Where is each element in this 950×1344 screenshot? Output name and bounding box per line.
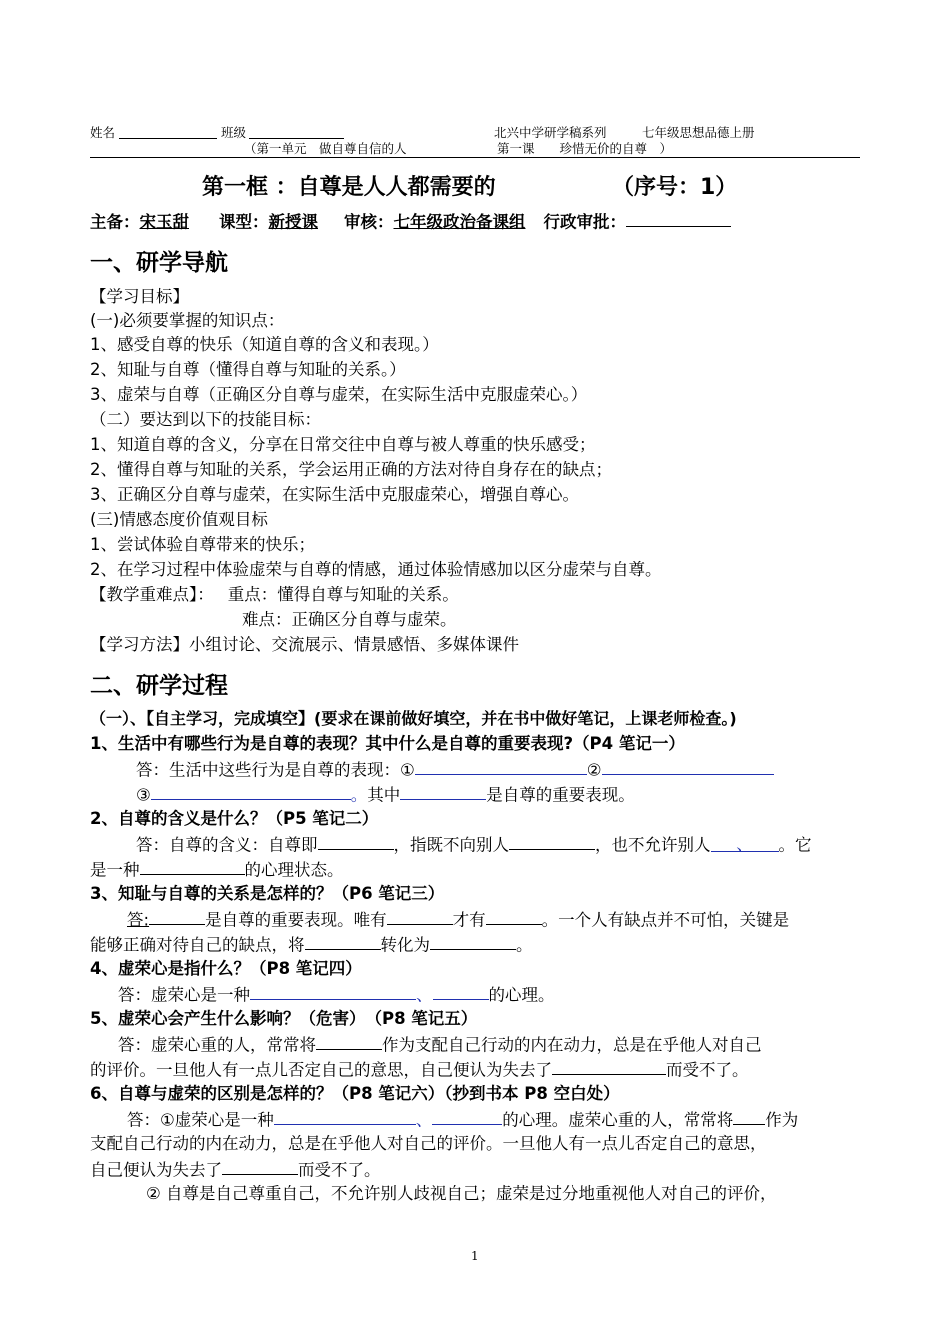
answer-5-mid: 作为支配自己行动的内在动力，总是在乎他人对自己 <box>382 1035 762 1055</box>
answer-2-tail: 。它 <box>778 835 812 855</box>
lead-label: 主备： <box>90 212 140 232</box>
skill-2: 2、懂得自尊与知耻的关系，学会运用正确的方法对待自身存在的缺点； <box>90 460 612 479</box>
answer-4 <box>118 982 555 1007</box>
blank-1-4[interactable] <box>400 782 486 800</box>
section2-heading: 二、研学过程 <box>90 673 228 699</box>
answer-4-prefix: 答：虚荣心是一种 <box>118 985 250 1005</box>
section1-heading: 一、研学导航 <box>90 250 228 276</box>
answer-3-l2-mid: 转化为 <box>380 935 430 955</box>
blank-2-4[interactable] <box>140 857 245 875</box>
answer-6-line4: ② 自尊是自己尊重自己，不允许别人歧视自己；虚荣是过分地重视他人对自己的评价， <box>146 1184 777 1203</box>
skill-3: 3、正确区分自尊与虚荣，在实际生活中克服虚荣心，增强自尊心。 <box>90 485 579 504</box>
answer-2-mid1: ，指既不向别人 <box>393 835 509 855</box>
header-rule <box>90 157 860 158</box>
answer-6-sep: 、 <box>415 1110 433 1130</box>
answer-2-mid2: ，也不允许别人 <box>595 835 711 855</box>
question-1: 1、生活中有哪些行为是自尊的表现？其中什么是自尊的重要表现?（P4 笔记一） <box>90 734 685 753</box>
blank-3-3[interactable] <box>486 907 542 925</box>
self-study-intro: （一）、【自主学习，完成填空】(要求在课前做好填空，并在书中做好笔记，上课老师检查。) <box>90 709 737 728</box>
answer-6-mid: 的心理。虚荣心重的人，常常将 <box>502 1110 734 1130</box>
blank-6-2[interactable] <box>432 1107 502 1125</box>
answer-6-line2: 支配自己行动的内在动力，总是在乎他人对自己的评价。一旦他人有一点儿否定自己的意思， <box>90 1134 767 1153</box>
answer-5-l2-prefix: 的评价。一旦他人有一点儿否定自己的意思，自己便认为失去了 <box>90 1060 552 1080</box>
answer-5-prefix: 答：虚荣心重的人，常常将 <box>118 1035 316 1055</box>
answer-1-prefix: 答：生活中这些行为是自尊的表现：① <box>136 760 415 780</box>
answer-6-l3-prefix: 自己便认为失去了 <box>90 1160 222 1180</box>
skill-title: （二）要达到以下的技能目标： <box>90 410 321 429</box>
review-value: 七年级政治备课组 <box>393 212 526 232</box>
key-points <box>90 583 459 607</box>
answer-3-l2-end: 。 <box>516 935 533 955</box>
knowledge-title: (一)必须要掌握的知识点： <box>90 311 285 330</box>
knowledge-3: 3、虚荣与自尊（正确区分自尊与虚荣，在实际生活中克服虚荣心。） <box>90 385 588 404</box>
blank-3-1[interactable] <box>149 907 205 925</box>
page-title: 第一框 ：自尊是人人都需要的 <box>202 175 496 200</box>
answer-2-line2 <box>90 857 344 882</box>
knowledge-2: 2、知耻与自尊（懂得自尊与知耻的关系。） <box>90 360 406 379</box>
question-4: 4、虚荣心是指什么？（P8 笔记四） <box>90 959 362 978</box>
answer-2-l2-prefix: 是一种 <box>90 860 140 880</box>
header-lesson: 第一课 珍惜无价的自尊 ） <box>497 141 673 156</box>
question-2: 2、自尊的含义是什么？（P5 笔记二） <box>90 809 379 828</box>
answer-1-end: 是自尊的重要表现。 <box>486 785 635 805</box>
hard-point: 难点：正确区分自尊与虚荣。 <box>242 610 457 629</box>
header-unit: （第一单元 做自尊自信的人 <box>244 141 407 156</box>
question-5: 5、虚荣心会产生什么影响？（危害） （P8 笔记五） <box>90 1009 478 1028</box>
answer-3-line2 <box>90 932 533 957</box>
answer-3-l2-prefix: 能够正确对待自己的缺点，将 <box>90 935 305 955</box>
review-label: 审核： <box>344 212 394 232</box>
blank-1-3[interactable] <box>151 782 351 800</box>
question-6: 6、自尊与虚荣的区别是怎样的？（P8 笔记六）（抄到书本 P8 空白处） <box>90 1084 620 1103</box>
answer-1-dot: 。 <box>350 785 368 805</box>
answer-1-line2 <box>136 782 635 807</box>
answer-5-l2-end: 而受不了。 <box>666 1060 749 1080</box>
answer-3-line1 <box>127 907 789 932</box>
answer-5-line1 <box>118 1032 762 1057</box>
header-name-label: 姓名 <box>90 125 116 140</box>
blank-4-1[interactable] <box>250 982 416 1000</box>
emotion-title: (三)情感态度价值观目标 <box>90 510 268 529</box>
blank-6-1[interactable] <box>274 1107 416 1125</box>
key-point: 重点：懂得自尊与知耻的关系。 <box>227 585 459 604</box>
answer-6-line1 <box>127 1107 798 1132</box>
emotion-2: 2、在学习过程中体验虚荣与自尊的情感，通过体验情感加以区分虚荣与自尊。 <box>90 560 662 579</box>
blank-2-1[interactable] <box>318 832 394 850</box>
page-number: 1 <box>471 1249 479 1263</box>
header-series: 北兴中学研学稿系列 <box>494 125 607 140</box>
answer-1-mid: 其中 <box>367 785 401 805</box>
answer-2-line1 <box>136 832 812 857</box>
sequence-number: （序号：1） <box>612 175 738 200</box>
answer-4-end: 的心理。 <box>488 985 555 1005</box>
answer-1-circle-2: ② <box>586 760 602 780</box>
blank-5-2[interactable] <box>552 1057 666 1075</box>
blank-5-1[interactable] <box>316 1032 382 1050</box>
blank-4-2[interactable] <box>433 982 489 1000</box>
blank-2-2[interactable] <box>509 832 595 850</box>
goals-title: 【学习目标】 <box>90 287 189 306</box>
answer-2-l2-end: 的心理状态。 <box>244 860 344 880</box>
admin-label: 行政审批： <box>543 212 626 232</box>
answer-2-prefix: 答：自尊的含义：自尊即 <box>136 835 318 855</box>
blank-3-2[interactable] <box>387 907 453 925</box>
answer-3-prefix: 答: <box>127 910 150 930</box>
name-blank <box>119 138 217 139</box>
blank-1-2[interactable] <box>602 757 774 775</box>
type-value: 新授课 <box>268 212 318 232</box>
answer-3-mid2: 才有 <box>452 910 486 930</box>
answer-6-line3 <box>90 1157 381 1182</box>
blank-1-1[interactable] <box>415 757 587 775</box>
admin-blank <box>626 209 731 227</box>
answer-1-circle-3: ③ <box>136 785 151 805</box>
blank-6-4[interactable] <box>222 1157 298 1175</box>
study-method: 【学习方法】小组讨论、交流展示、情景感悟、多媒体课件 <box>90 635 519 654</box>
knowledge-1: 1、感受自尊的快乐（知道自尊的含义和表现。） <box>90 335 439 354</box>
answer-1-line1 <box>136 757 774 782</box>
answer-4-sep: 、 <box>416 985 433 1005</box>
header-grade: 七年级思想品德上册 <box>642 125 755 140</box>
answer-6-l3-end: 而受不了。 <box>298 1160 381 1180</box>
answer-3-mid3: 。一个人有缺点并不可怕，关键是 <box>541 910 790 930</box>
answer-6-prefix: 答：①虚荣心是一种 <box>127 1110 274 1130</box>
question-3: 3、知耻与自尊的关系是怎样的？（P6 笔记三） <box>90 884 445 903</box>
answer-6-tail: 作为 <box>765 1110 799 1130</box>
blank-3-5[interactable] <box>430 932 516 950</box>
emotion-1: 1、尝试体验自尊带来的快乐； <box>90 535 315 554</box>
blank-2-3[interactable] <box>711 833 779 855</box>
skill-1: 1、知道自尊的含义，分享在日常交往中自尊与被人尊重的快乐感受； <box>90 435 596 454</box>
answer-2-sep: 、 <box>736 835 753 855</box>
lead-value: 宋玉甜 <box>139 212 189 232</box>
key-label: 【教学重难点】： <box>90 585 214 604</box>
header-class-label: 班级 <box>221 125 247 140</box>
answer-3-mid1: 是自尊的重要表现。唯有 <box>205 910 387 930</box>
blank-6-3[interactable] <box>733 1107 765 1125</box>
type-label: 课型： <box>219 212 269 232</box>
meta-row <box>90 209 731 234</box>
answer-5-line2 <box>90 1057 749 1082</box>
blank-3-4[interactable] <box>305 932 381 950</box>
